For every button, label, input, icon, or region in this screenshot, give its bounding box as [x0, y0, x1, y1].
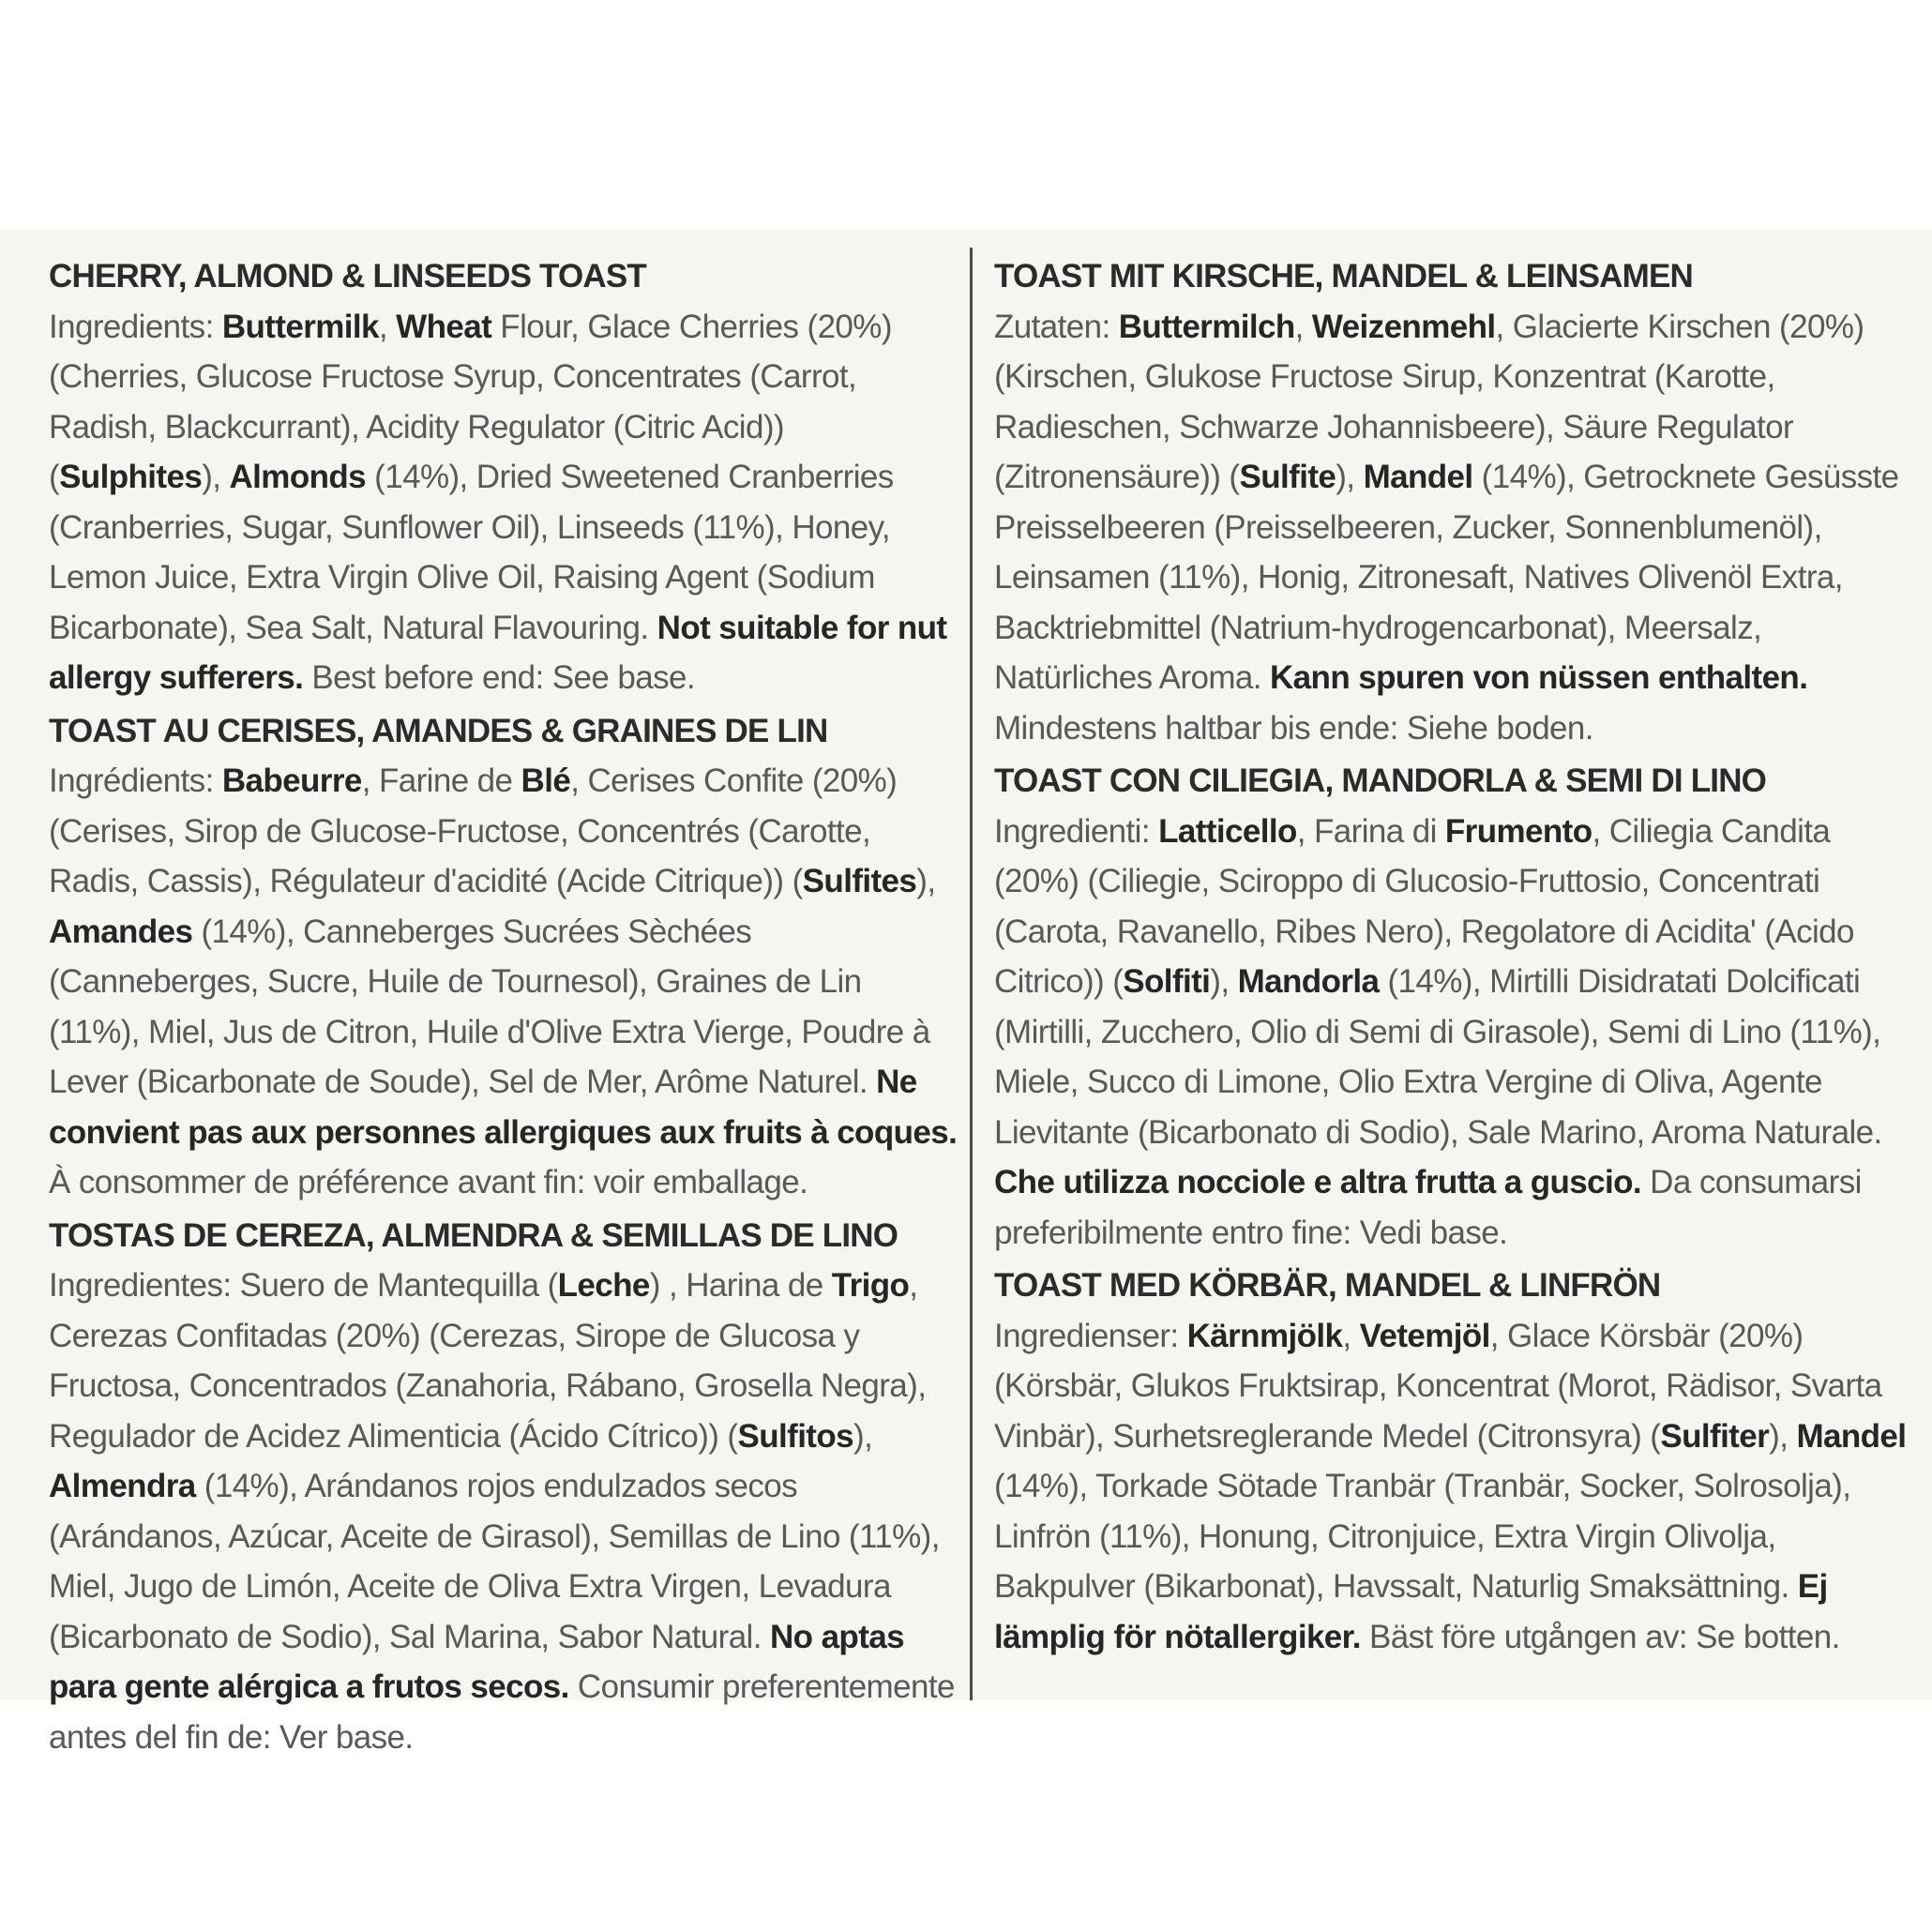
text-run: , Glace Körsbär (20%) (Körsbär, Glukos Fruktsirap, Koncentrat (Morot, Rädisor, Svarta Vinbär), Surhetsreglerande Medel (Citronsyra) (	[994, 1317, 1882, 1455]
left-column	[49, 251, 958, 1765]
text-run: Flour, Glace Cherries (20%) (Cherries, Glucose Fructose Syrup, Concentrates (Carrot, Radish, Blackcurrant), Acidity Regulator (Citric Acid)) (	[49, 308, 892, 495]
allergen-text: Che utilizza nocciole e altra frutta a guscio.	[994, 1164, 1642, 1200]
allergen-text: Ej lämplig för nötallergiker.	[994, 1568, 1828, 1655]
allergen-text: Not suitable for nut allergy sufferers.	[49, 609, 947, 696]
allergen-text: No aptas para gente alérgica a frutos secos.	[49, 1618, 904, 1705]
text-run: (14%), Getrocknete Gesüsste Preisselbeeren (Preisselbeeren, Zucker, Sonnenblumenöl), Leinsamen (11%), Honig, Zitronesaft, Natives Olivenöl Extra, Backtriebmittel (Natrium-hydrogencarbonat), Meersalz, Natürliches Aroma.	[994, 459, 1899, 696]
text-run: (14%), Arándanos rojos endulzados secos (Arándanos, Azúcar, Aceite de Girasol), Semillas de Lino (11%), Miel, Jugo de Limón, Aceite de Oliva Extra Virgen, Levadura (Bicarbonato de Sodio), Sal Marina, Sabor Natural.	[49, 1468, 940, 1655]
text-run: , Cerises Confite (20%) (Cerises, Sirop de Glucose-Fructose, Concentrés (Carotte, Radis, Cassis), Régulateur d'acidité (Acide Citrique)) (	[49, 762, 898, 899]
text-run: ),	[853, 1417, 873, 1455]
text-run: Ingredienti:	[994, 812, 1159, 850]
text-run: , Farine de	[361, 762, 521, 799]
allergen-text: Sulfiter	[1660, 1417, 1770, 1455]
text-run: Best before end: See base.	[303, 659, 696, 696]
section-title: TOSTAS DE CEREZA, ALMENDRA & SEMILLAS DE LINO	[49, 1216, 898, 1254]
ingredients-text	[49, 302, 958, 703]
section-italian	[994, 756, 1918, 1258]
text-run: ),	[202, 459, 230, 495]
section-title: TOAST MED KÖRBÄR, MANDEL & LINFRÖN	[994, 1267, 1661, 1304]
text-run: ),	[1769, 1417, 1797, 1455]
allergen-text: Mandorla	[1237, 963, 1380, 1000]
text-run: (14%), Mirtilli Disidratati Dolcificati (Mirtilli, Zucchero, Olio di Semi di Girasole), Semi di Lino (11%), Miele, Succo di Limone, Olio Extra Vergine di Oliva, Agente Lievitante (Bicarbonato di Sodio), Sale Marino, Aroma Naturale.	[994, 963, 1882, 1151]
text-run: ,	[1342, 1317, 1360, 1354]
allergen-text: Sulfite	[1239, 459, 1336, 495]
text-run: Mindestens haltbar bis ende: Siehe boden.	[994, 709, 1593, 747]
text-run: ),	[1336, 459, 1364, 495]
allergen-text: Kann spuren von nüssen enthalten.	[1270, 659, 1808, 696]
section-title: TOAST MIT KIRSCHE, MANDEL & LEINSAMEN	[994, 258, 1693, 294]
text-run: ),	[1210, 963, 1238, 1000]
column-divider	[970, 248, 973, 1700]
section-title: TOAST CON CILIEGIA, MANDORLA & SEMI DI LINO	[994, 762, 1767, 799]
text-run: ,	[1294, 308, 1312, 345]
text-run: ),	[916, 863, 936, 899]
text-run: Ingredients:	[49, 308, 222, 345]
allergen-text: Sulphites	[59, 459, 203, 495]
allergen-text: Sulfitos	[737, 1417, 854, 1455]
section-german	[994, 251, 1918, 753]
text-run: , Ciliegia Candita (20%) (Ciliegie, Sciroppo di Glucosio-Fruttosio, Concentrati (Carota, Ravanello, Ribes Nero), Regolatore di Acidita' (Acido Citrico)) (	[994, 812, 1854, 1000]
allergen-text: Leche	[557, 1267, 650, 1304]
right-column	[994, 251, 1918, 1665]
text-run: Ingredienser:	[994, 1317, 1187, 1354]
text-run: ) , Harina de	[649, 1267, 832, 1304]
allergen-text: Mandel	[1796, 1417, 1907, 1455]
allergen-text: Ne convient pas aux personnes allergiques aux fruits à coques.	[49, 1064, 958, 1151]
section-english	[49, 251, 958, 703]
text-run: À consommer de préférence avant fin: voir emballage.	[49, 1164, 808, 1200]
text-run: Ingredientes: Suero de Mantequilla (	[49, 1267, 558, 1304]
text-run: Da consumarsi preferibilmente entro fine: Vedi base.	[994, 1164, 1862, 1251]
ingredients-text	[994, 807, 1918, 1259]
allergen-text: Sulfites	[802, 863, 917, 899]
text-run: (14%), Torkade Sötade Tranbär (Tranbär, Socker, Solrosolja), Linfrön (11%), Honung, Citronjuice, Extra Virgin Olivolja, Bakpulver (Bikarbonat), Havssalt, Naturlig Smaksättning.	[994, 1468, 1851, 1605]
text-run: Ingrédients:	[49, 762, 222, 799]
allergen-text: Buttermilch	[1118, 308, 1295, 345]
text-run: , Glacierte Kirschen (20%) (Kirschen, Glukose Fructose Sirup, Konzentrat (Karotte, Radieschen, Schwarze Johannisbeere), Säure Regulator (Zitronensäure)) (	[994, 308, 1864, 495]
allergen-text: Mandel	[1363, 459, 1473, 495]
allergen-text: Blé	[521, 762, 571, 799]
section-title: TOAST AU CERISES, AMANDES & GRAINES DE LIN	[49, 712, 828, 749]
ingredients-text	[994, 1311, 1918, 1663]
allergen-text: Kärnmjölk	[1186, 1317, 1343, 1354]
allergen-text: Babeurre	[221, 762, 362, 799]
allergen-text: Latticello	[1158, 812, 1297, 850]
ingredients-text	[994, 302, 1918, 754]
text-run: ,	[378, 308, 397, 345]
text-run: Consumir preferentemente antes del fin de: Ver base.	[49, 1668, 955, 1756]
ingredients-text	[49, 756, 958, 1208]
allergen-text: Wheat	[396, 308, 492, 345]
allergen-text: Almendra	[49, 1468, 196, 1504]
text-run: Bäst före utgången av: Se botten.	[1360, 1618, 1840, 1655]
text-run: (14%), Canneberges Sucrées Sèchées (Canneberges, Sucre, Huile de Tournesol), Graines de Lin (11%), Miel, Jus de Citron, Huile d'Olive Extra Vierge, Poudre à Lever (Bicarbonate de Soude), Sel de Mer, Arôme Naturel.	[49, 913, 930, 1100]
allergen-text: Buttermilk	[221, 308, 379, 345]
text-run: (14%), Dried Sweetened Cranberries (Cranberries, Sugar, Sunflower Oil), Linseeds (11%), Honey, Lemon Juice, Extra Virgin Olive Oil, Raising Agent (Sodium Bicarbonate), Sea Salt, Natural Flavouring.	[49, 459, 894, 646]
section-french	[49, 706, 958, 1208]
allergen-text: Vetemjöl	[1359, 1317, 1490, 1354]
allergen-text: Frumento	[1444, 812, 1592, 850]
allergen-text: Solfiti	[1123, 963, 1211, 1000]
allergen-text: Amandes	[49, 913, 193, 950]
allergen-text: Weizenmehl	[1311, 308, 1496, 345]
text-run: , Farina di	[1296, 812, 1445, 850]
allergen-text: Trigo	[831, 1267, 910, 1304]
section-swedish	[994, 1260, 1918, 1662]
allergen-text: Almonds	[229, 459, 367, 495]
section-title: CHERRY, ALMOND & LINSEEDS TOAST	[49, 258, 647, 294]
ingredients-text	[49, 1260, 958, 1762]
text-run: Zutaten:	[994, 308, 1119, 345]
section-spanish	[49, 1211, 958, 1763]
text-run: , Cerezas Confitadas (20%) (Cerezas, Sirope de Glucosa y Fructosa, Concentrados (Zanahoria, Rábano, Grosella Negra), Regulador de Acidez Alimenticia (Ácido Cítrico)) (	[49, 1267, 927, 1455]
